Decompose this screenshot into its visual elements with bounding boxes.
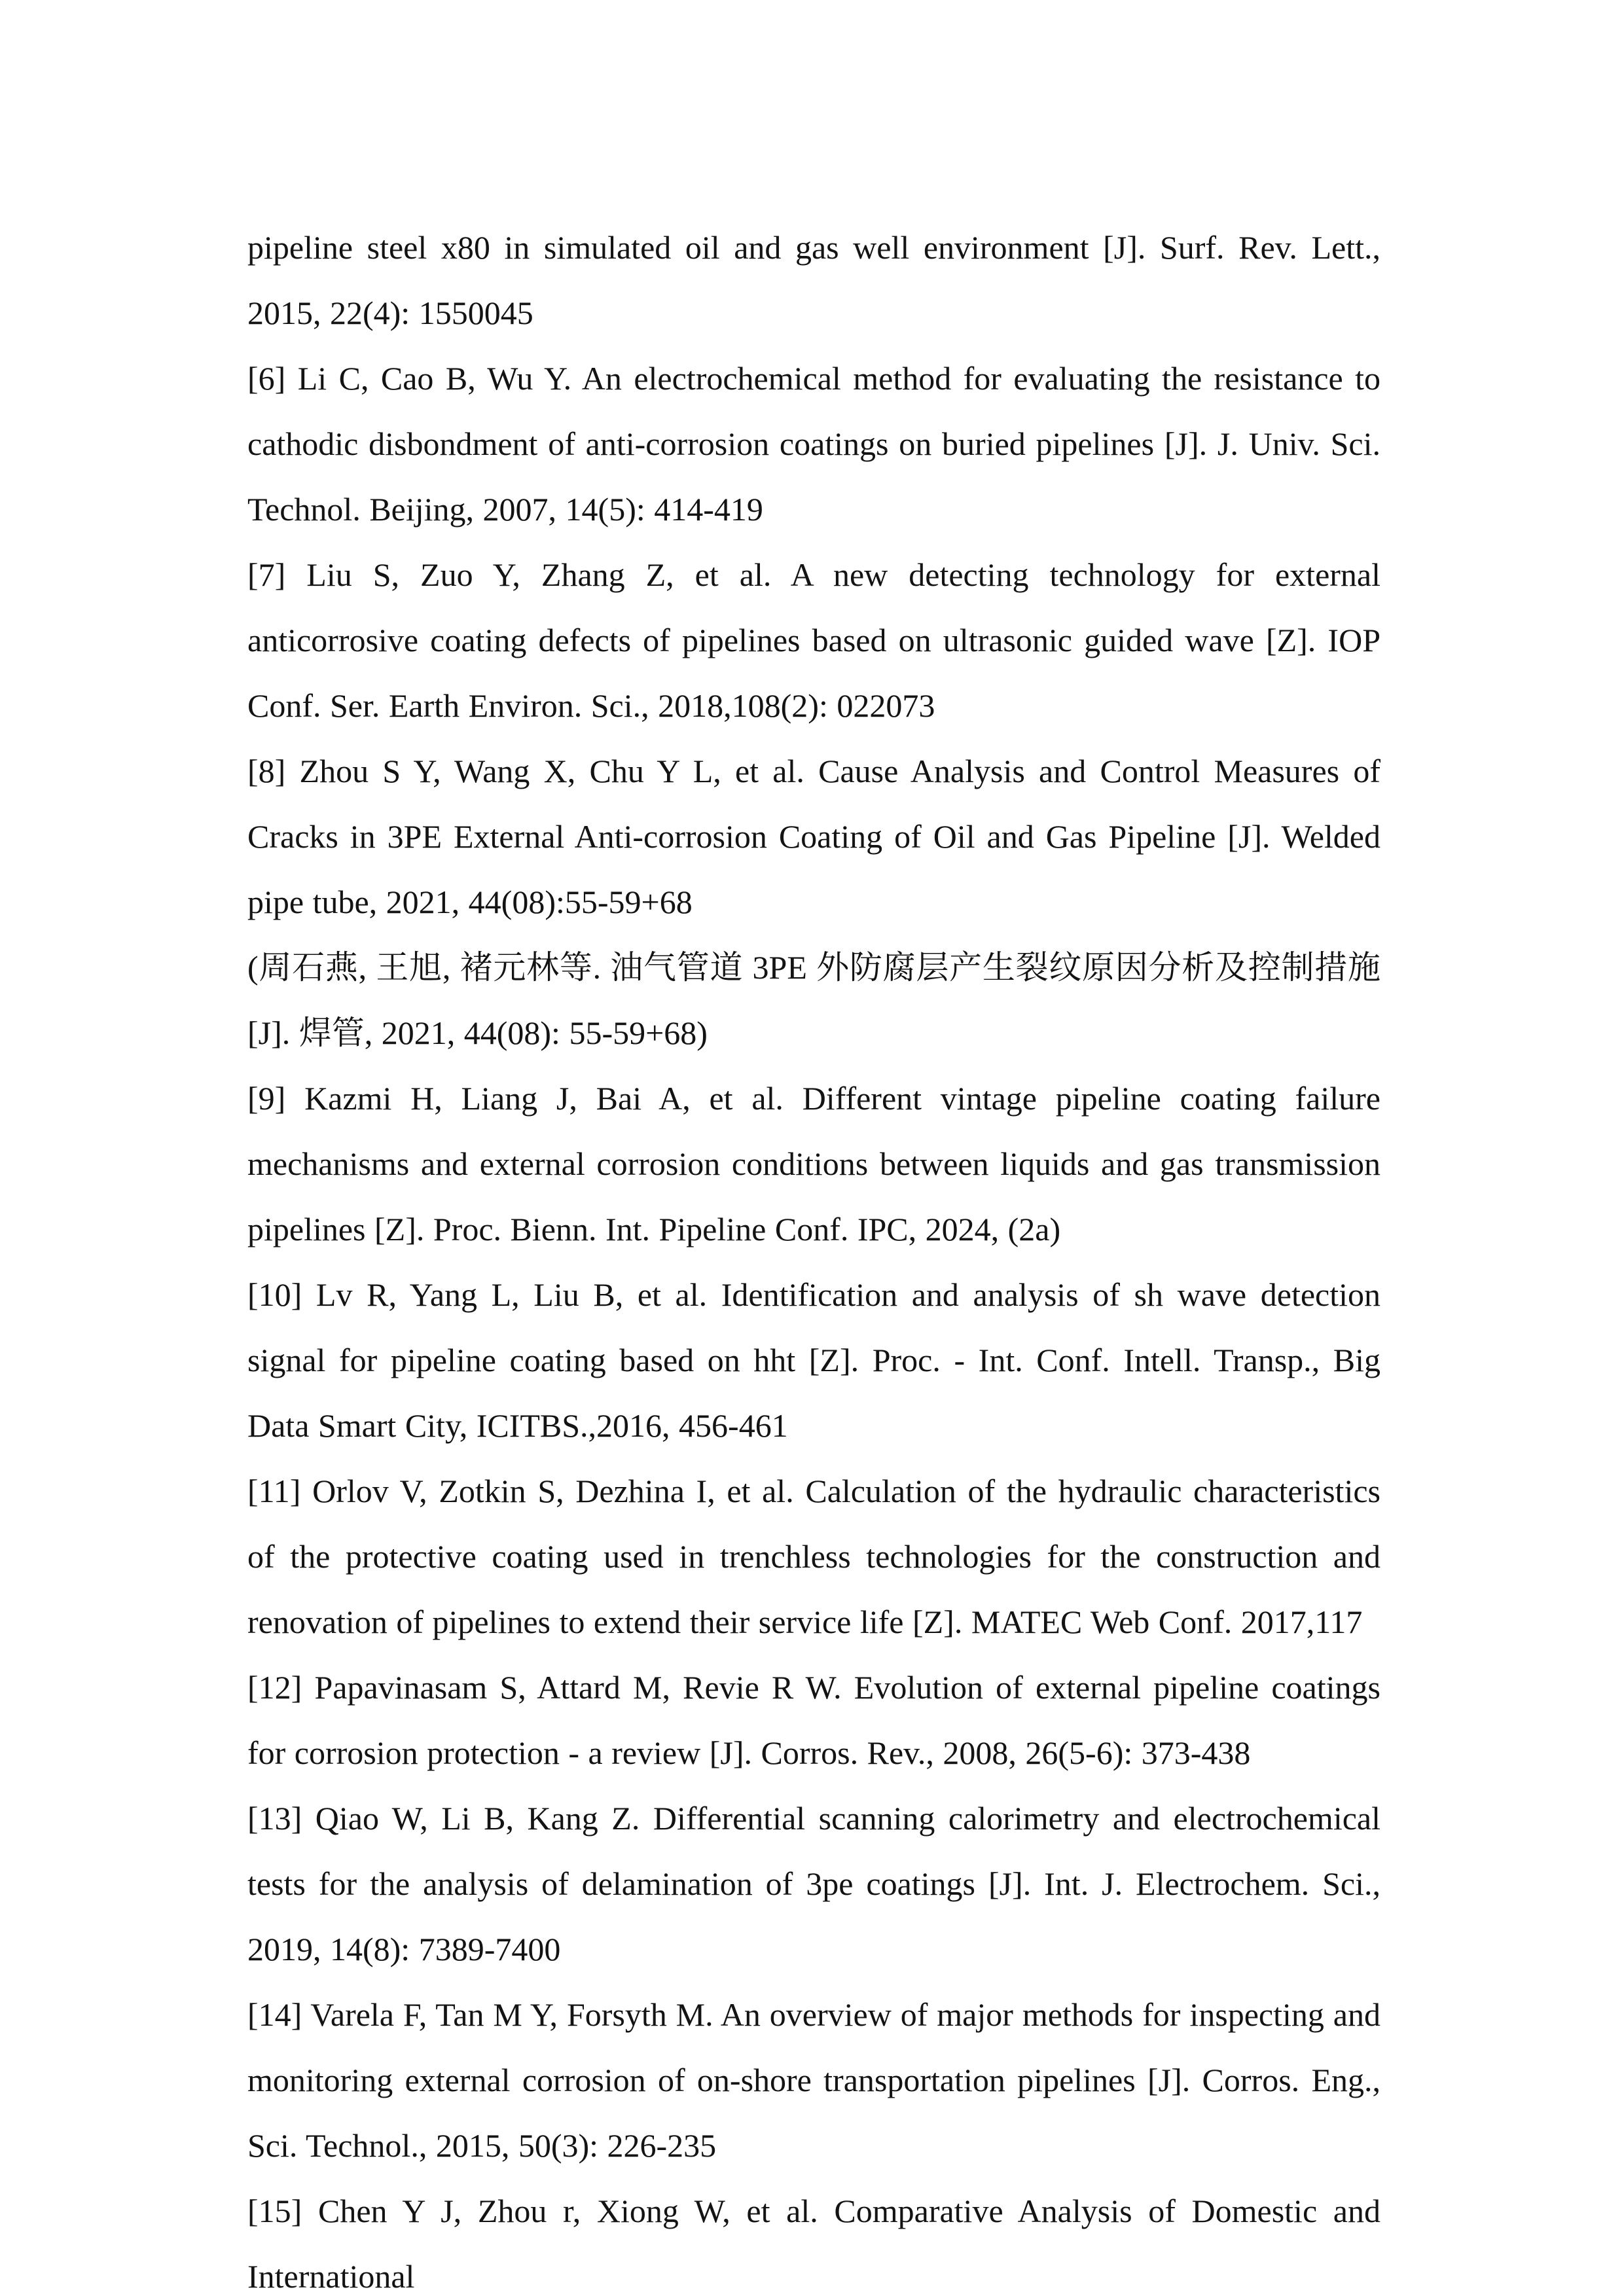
reference-item: [12] Papavinasam S, Attard M, Revie R W. Evolution of external pipeline coatings for corrosion protection - a review [J]. Corros. Rev., 2008, 26(5-6): 373-438 [247, 1669, 1380, 1771]
reference-item: [6] Li C, Cao B, Wu Y. An electrochemical method for evaluating the resistance to cathodic disbondment of anti-corrosion coatings on buried pipelines [J]. J. Univ. Sci. Technol. Beijing, 2007, 14(5): 414-419 [247, 360, 1380, 528]
reference-item: [8] Zhou S Y, Wang X, Chu Y L, et al. Cause Analysis and Control Measures of Cracks in 3PE External Anti-corrosion Coating of Oil and Gas Pipeline [J]. Welded pipe tube, 2021, 44(08):55-59+68 [247, 753, 1380, 920]
reference-item: [9] Kazmi H, Liang J, Bai A, et al. Different vintage pipeline coating failure mechanisms and external corrosion conditions between liquids and gas transmission pipelines [Z]. Proc. Bienn. Int. Pipeline Conf. IPC, 2024, (2a) [247, 1080, 1380, 1247]
reference-item: pipeline steel x80 in simulated oil and gas well environment [J]. Surf. Rev. Lett., 2015, 22(4): 1550045 [247, 229, 1380, 331]
reference-item: [14] Varela F, Tan M Y, Forsyth M. An overview of major methods for inspecting and monitoring external corrosion of on-shore transportation pipelines [J]. Corros. Eng., Sci. Technol., 2015, 50(3): 226-235 [247, 1996, 1380, 2164]
reference-item: [10] Lv R, Yang L, Liu B, et al. Identification and analysis of sh wave detection signal for pipeline coating based on hht [Z]. Proc. - Int. Conf. Intell. Transp., Big Data Smart City, ICITBS.,2016, 456-461 [247, 1276, 1380, 1444]
reference-item: [15] Chen Y J, Zhou r, Xiong W, et al. Comparative Analysis of Domestic and International [247, 2193, 1380, 2295]
reference-item: [7] Liu S, Zuo Y, Zhang Z, et al. A new detecting technology for external anticorrosive coating defects of pipelines based on ultrasonic guided wave [Z]. IOP Conf. Ser. Earth Environ. Sci., 2018,108(2): 022073 [247, 556, 1380, 724]
reference-item: (周石燕, 王旭, 褚元林等. 油气管道 3PE 外防腐层产生裂纹原因分析及控制措施 [J]. 焊管, 2021, 44(08): 55-59+68) [247, 949, 1380, 1051]
reference-item: [11] Orlov V, Zotkin S, Dezhina I, et al. Calculation of the hydraulic characteristics of the protective coating used in trenchless technologies for the construction and renovation of pipelines to extend their service life [Z]. MATEC Web Conf. 2017,117 [247, 1473, 1380, 1640]
reference-item: [13] Qiao W, Li B, Kang Z. Differential scanning calorimetry and electrochemical tests for the analysis of delamination of 3pe coatings [J]. Int. J. Electrochem. Sci., 2019, 14(8): 7389-7400 [247, 1800, 1380, 1967]
references-list [247, 215, 1380, 2296]
